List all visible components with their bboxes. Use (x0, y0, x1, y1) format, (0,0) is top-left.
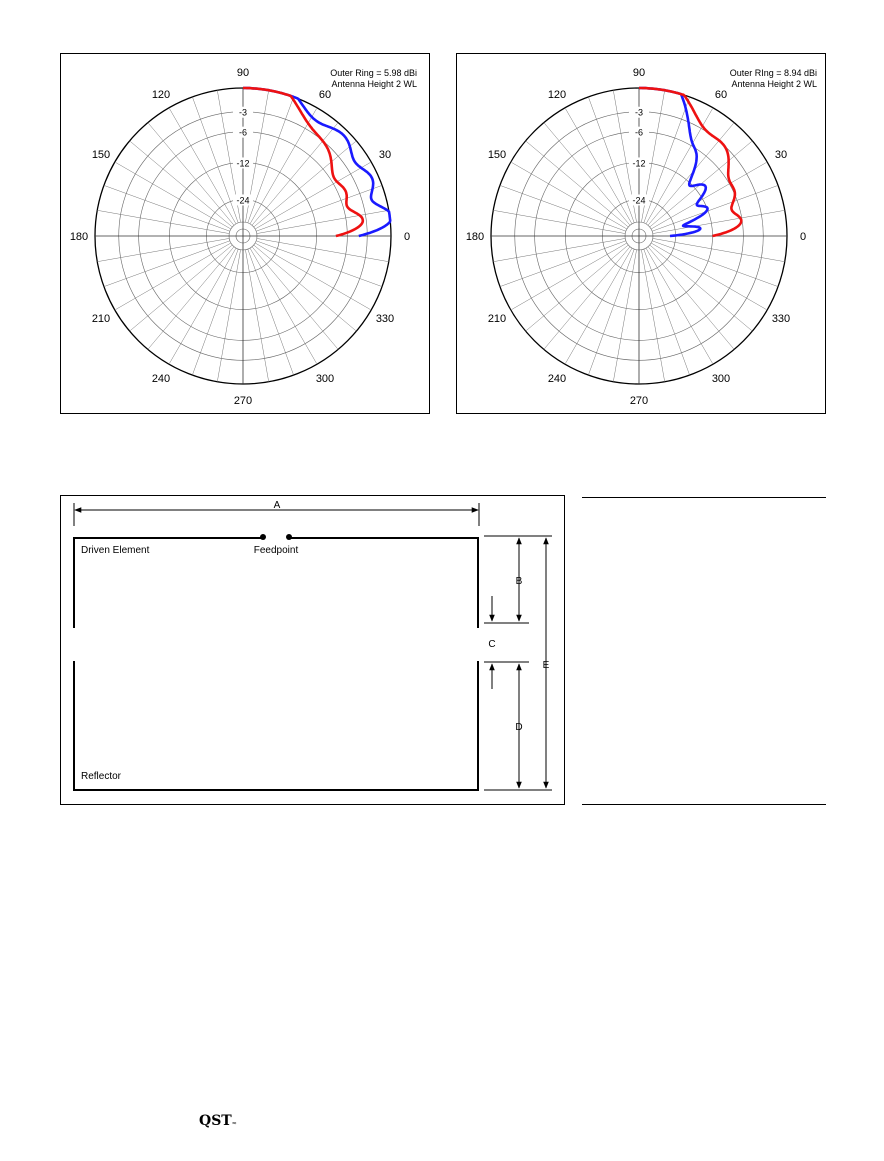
radial-gridline (252, 123, 338, 226)
radial-gridline (544, 247, 630, 350)
dim-e-label: E (542, 660, 550, 671)
angle-label: 150 (91, 149, 111, 161)
angle-label: 120 (151, 89, 171, 101)
angle-label: 60 (714, 89, 728, 101)
dim-c-label: C (488, 639, 496, 650)
angle-label: 270 (233, 395, 253, 407)
db-label: -24 (236, 195, 250, 206)
db-label: -12 (236, 158, 250, 169)
angle-label: 210 (91, 313, 111, 325)
angle-label: 210 (487, 313, 507, 325)
feedpoint-right-terminal (286, 534, 292, 540)
angle-label: 300 (315, 373, 335, 385)
radial-gridline (130, 245, 233, 331)
polar-plot-left-svg (61, 54, 431, 415)
angle-label: 240 (547, 373, 567, 385)
outer-ring-annotation: Outer Ring = 5.98 dBi (330, 68, 417, 78)
db-label: -3 (634, 107, 644, 118)
antenna-diagram-svg (61, 496, 566, 806)
pattern-trace-blue (639, 88, 708, 236)
radial-gridline (130, 141, 233, 227)
angle-label: 180 (465, 231, 485, 243)
radial-gridline (526, 141, 629, 227)
feedpoint-left-terminal (260, 534, 266, 540)
angle-label: 0 (799, 231, 807, 243)
angle-label: 150 (487, 149, 507, 161)
polar-plot-left (60, 53, 430, 414)
reflector-element (74, 661, 478, 790)
radial-gridline (148, 247, 234, 350)
dim-d-label: D (515, 722, 523, 733)
outer-ring-annotation: Outer RIng = 8.94 dBi (729, 68, 817, 78)
radial-gridline (252, 247, 338, 350)
angle-label: 0 (403, 231, 411, 243)
db-label: -12 (632, 158, 646, 169)
antenna-height-annotation: Antenna Height 2 WL (331, 79, 417, 89)
db-label: -24 (632, 195, 646, 206)
radial-gridline (544, 123, 630, 226)
dim-b-label: B (515, 576, 523, 587)
angle-label: 300 (711, 373, 731, 385)
angle-label: 330 (375, 313, 395, 325)
antenna-height-annotation: Antenna Height 2 WL (731, 79, 817, 89)
pattern-trace-red (639, 88, 741, 236)
dim-a-label: A (273, 500, 281, 511)
radial-gridline (526, 245, 629, 331)
radial-gridline (254, 245, 357, 331)
polar-plot-right (456, 53, 826, 414)
qst-logo-text: QST (199, 1113, 232, 1129)
reflector-label: Reflector (81, 771, 122, 782)
qst-logo-mark: ≈ (231, 1120, 237, 1127)
radial-gridline (148, 123, 234, 226)
db-label: -3 (238, 107, 248, 118)
angle-label: 180 (69, 231, 89, 243)
db-label: -6 (238, 127, 248, 138)
driven-element-label: Driven Element (81, 545, 150, 556)
angle-label: 270 (629, 395, 649, 407)
sidebar-top-rule (582, 497, 826, 498)
antenna-dimension-diagram (60, 495, 565, 805)
driven-element-right-half (290, 538, 478, 628)
db-label: -6 (634, 127, 644, 138)
feedpoint-label: Feedpoint (253, 545, 299, 556)
qst-logo (199, 1113, 237, 1129)
angle-label: 60 (318, 89, 332, 101)
angle-label: 90 (632, 67, 646, 79)
angle-label: 30 (378, 149, 392, 161)
radial-gridline (650, 245, 753, 331)
angle-label: 120 (547, 89, 567, 101)
radial-gridline (648, 247, 734, 350)
sidebar-bottom-rule (582, 804, 826, 805)
angle-label: 30 (774, 149, 788, 161)
angle-label: 240 (151, 373, 171, 385)
polar-plot-right-svg (457, 54, 827, 415)
angle-label: 90 (236, 67, 250, 79)
angle-label: 330 (771, 313, 791, 325)
